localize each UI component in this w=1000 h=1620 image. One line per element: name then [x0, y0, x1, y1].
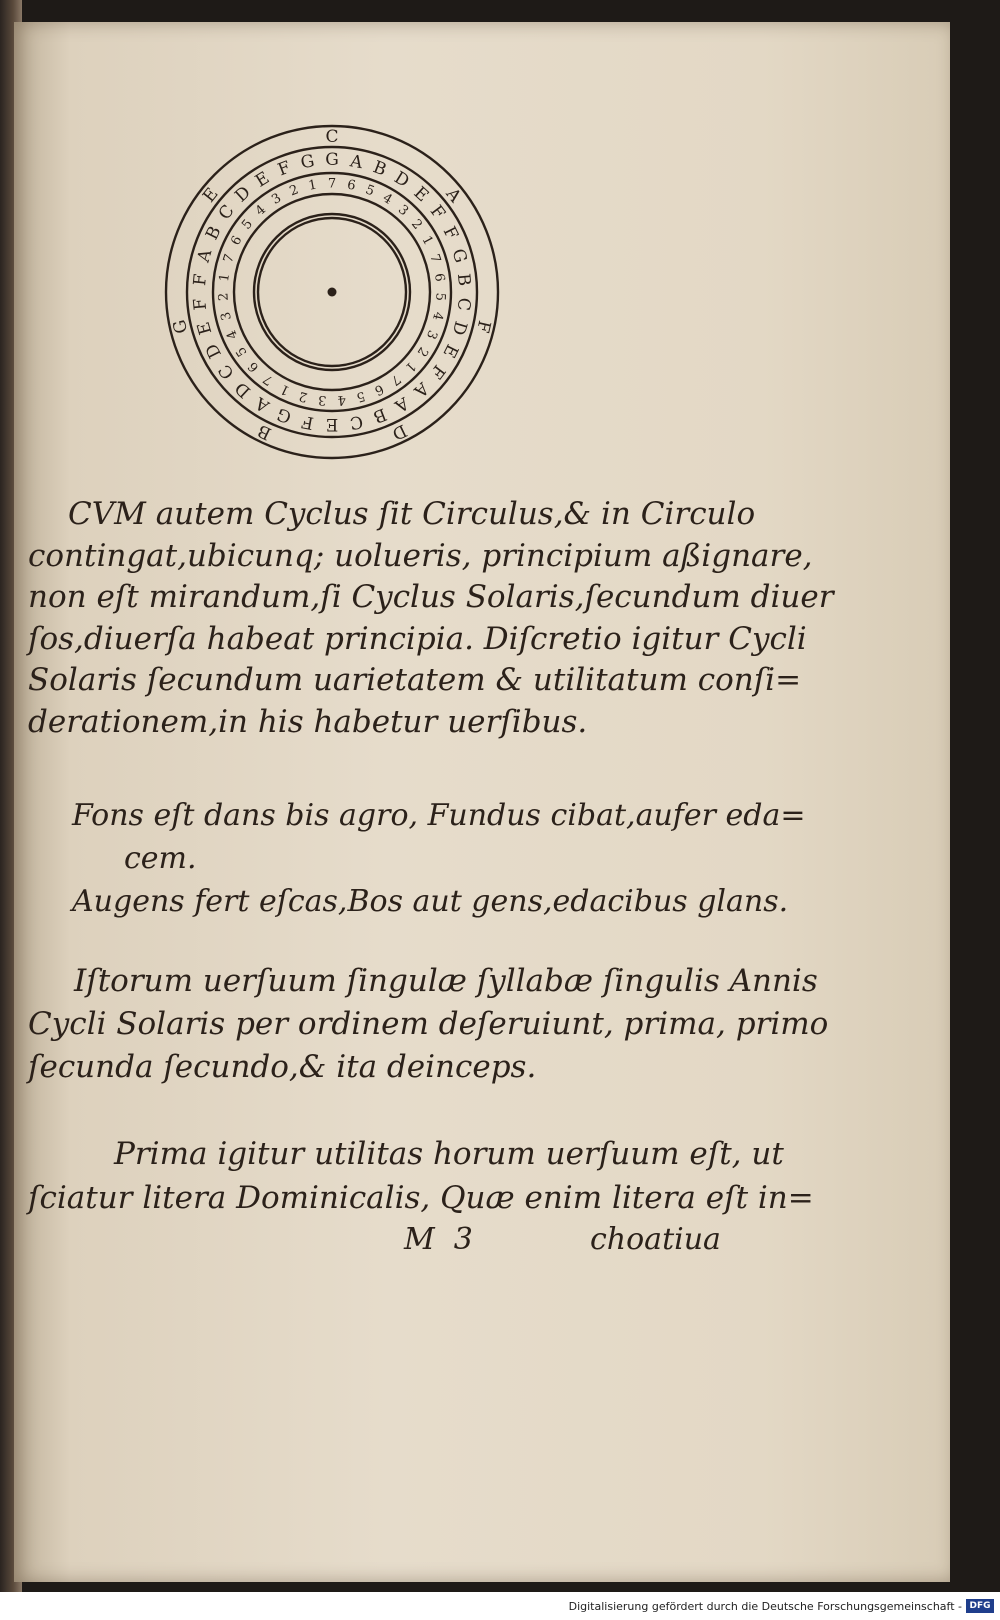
paragraph-1 — [28, 494, 834, 743]
verse-line: Augens fert eſcas,Bos aut gens,edacibus glans. — [72, 884, 789, 919]
inner-ring-number: 5 — [354, 387, 367, 405]
inner-ring-number: 3 — [218, 310, 235, 322]
inner-ring-number: 6 — [228, 233, 246, 249]
diagram-center-dot — [328, 288, 337, 297]
inner-ring-number: 3 — [317, 391, 328, 408]
inner-ring-number: 6 — [371, 380, 386, 398]
middle-ring-letter: D — [231, 377, 255, 402]
outer-ring-letter: E — [199, 184, 223, 207]
middle-ring-letter: E — [325, 414, 339, 434]
middle-ring-letter: C — [348, 410, 365, 433]
outer-ring-letter: D — [388, 419, 410, 444]
verse-block — [72, 794, 806, 923]
inner-ring-number: 1 — [278, 380, 293, 398]
paragraph-2 — [28, 960, 828, 1089]
text-line: derationem,in his habetur uerſibus. — [28, 703, 588, 740]
inner-ring-number: 6 — [431, 272, 447, 283]
paragraph-3 — [28, 1132, 814, 1220]
catchword: choatiua — [590, 1222, 721, 1257]
middle-ring-letter: B — [452, 272, 474, 287]
middle-ring-letter: E — [438, 340, 462, 361]
middle-ring-letter: C — [214, 201, 239, 224]
inner-ring-number: 6 — [345, 177, 357, 194]
middle-ring-letter: A — [391, 392, 412, 416]
middle-ring-letter: D — [231, 182, 255, 207]
inner-ring-number: 7 — [327, 176, 337, 192]
middle-ring-letter: F — [300, 410, 316, 433]
middle-ring-letter: B — [370, 157, 390, 181]
middle-ring-letter: C — [214, 360, 239, 383]
middle-ring-letter: A — [409, 377, 433, 402]
inner-ring-number: 5 — [233, 343, 251, 360]
inner-ring-number: 7 — [387, 370, 404, 388]
middle-ring-letter: F — [190, 297, 212, 311]
signature-mark: M 3 — [404, 1222, 473, 1257]
text-line: Iſtorum uerſuum ſingulæ ſyllabæ ſingulis Annis — [74, 963, 818, 999]
text-line: ſecunda ſecundo,& ita deinceps. — [28, 1049, 537, 1085]
inner-ring-number: 7 — [426, 252, 444, 265]
text-line: CVM autem Cyclus ſit Circulus,& in Circulo — [68, 496, 756, 532]
verse-line: cem. — [124, 841, 197, 876]
middle-ring-letter: F — [425, 360, 449, 383]
middle-ring-letter: D — [447, 318, 471, 338]
inner-ring-number: 2 — [216, 292, 232, 302]
inner-ring-number: 3 — [395, 202, 412, 220]
middle-ring-letter: A — [252, 392, 273, 416]
middle-ring-letter: G — [447, 246, 471, 266]
inner-ring-number: 7 — [220, 252, 238, 265]
middle-ring-letter: E — [409, 182, 433, 207]
middle-ring-letter: E — [193, 319, 217, 337]
inner-ring-number: 4 — [336, 391, 347, 408]
inner-ring-number: 2 — [407, 216, 425, 233]
middle-ring-letter: C — [452, 296, 474, 312]
inner-ring-number: 2 — [287, 182, 301, 200]
inner-ring-number: 3 — [269, 190, 285, 208]
text-line: non eſt mirandum,ſi Cyclus Solaris,ſecundum diuer — [28, 579, 834, 615]
text-line: Cycli Solaris per ordinem deſeruiunt, prima, primo — [28, 1006, 829, 1042]
middle-ring-letter: D — [390, 167, 413, 192]
outer-ring-letter: C — [325, 127, 339, 147]
middle-ring-letter: A — [348, 151, 365, 174]
middle-ring-letter: G — [325, 150, 339, 170]
outer-ring-letter: F — [472, 318, 495, 335]
inner-ring-number: 2 — [297, 387, 310, 405]
outer-ring-letter: B — [254, 419, 275, 444]
middle-ring-letter: F — [438, 223, 462, 243]
inner-ring-number: 4 — [252, 202, 269, 220]
middle-ring-letter: F — [275, 157, 294, 181]
middle-ring-letter: F — [190, 273, 212, 287]
middle-ring-letter: G — [274, 403, 295, 427]
verse-line: Fons eſt dans bis agro, Fundus cibat,aufer eda= — [72, 798, 806, 833]
inner-ring-number: 1 — [217, 272, 233, 283]
text-line: ſciatur litera Dominicalis, Quæ enim litera eſt in= — [28, 1180, 814, 1216]
middle-ring-letter: B — [370, 403, 390, 427]
text-line: Prima igitur utilitas horum uerſuum eſt, ut — [114, 1136, 784, 1172]
dfg-logo: DFG — [966, 1599, 994, 1613]
inner-ring-number: 2 — [413, 343, 431, 360]
book-page — [14, 22, 950, 1582]
outer-ring-letter: G — [169, 317, 193, 336]
middle-ring-letter: B — [202, 223, 226, 244]
inner-ring-number: 1 — [307, 177, 319, 194]
inner-ring-number: 5 — [239, 216, 257, 233]
middle-ring-letter: E — [251, 168, 274, 192]
solar-cycle-diagram — [162, 122, 502, 462]
inner-ring-number: 1 — [418, 233, 436, 249]
inner-ring-number: 3 — [422, 327, 440, 342]
middle-ring-letter: G — [299, 151, 317, 174]
text-line: Solaris ſecundum uarietatem & utilitatum conſi= — [28, 662, 802, 698]
digitization-credit: Digitalisierung gefördert durch die Deutsche Forschungsgemeinschaft - — [568, 1600, 962, 1613]
inner-ring-number: 5 — [432, 292, 448, 302]
middle-ring-letter: A — [193, 247, 217, 265]
middle-ring-letter: D — [201, 340, 226, 362]
inner-ring-number: 4 — [224, 327, 242, 342]
text-line: contingat,ubicunq; uolueris, principium aßignare, — [28, 537, 813, 574]
middle-ring-letter: F — [425, 201, 449, 224]
inner-ring-number: 4 — [379, 190, 395, 208]
inner-ring-number: 1 — [401, 358, 419, 375]
text-line: ſos,diuerſa habeat principia. Diſcretio igitur Cycli — [28, 620, 807, 657]
inner-ring-number: 7 — [260, 370, 277, 388]
inner-ring-number: 4 — [429, 310, 446, 322]
inner-ring-number: 6 — [245, 358, 263, 375]
outer-ring-letter: A — [441, 184, 465, 207]
inner-ring-number: 5 — [363, 182, 377, 200]
